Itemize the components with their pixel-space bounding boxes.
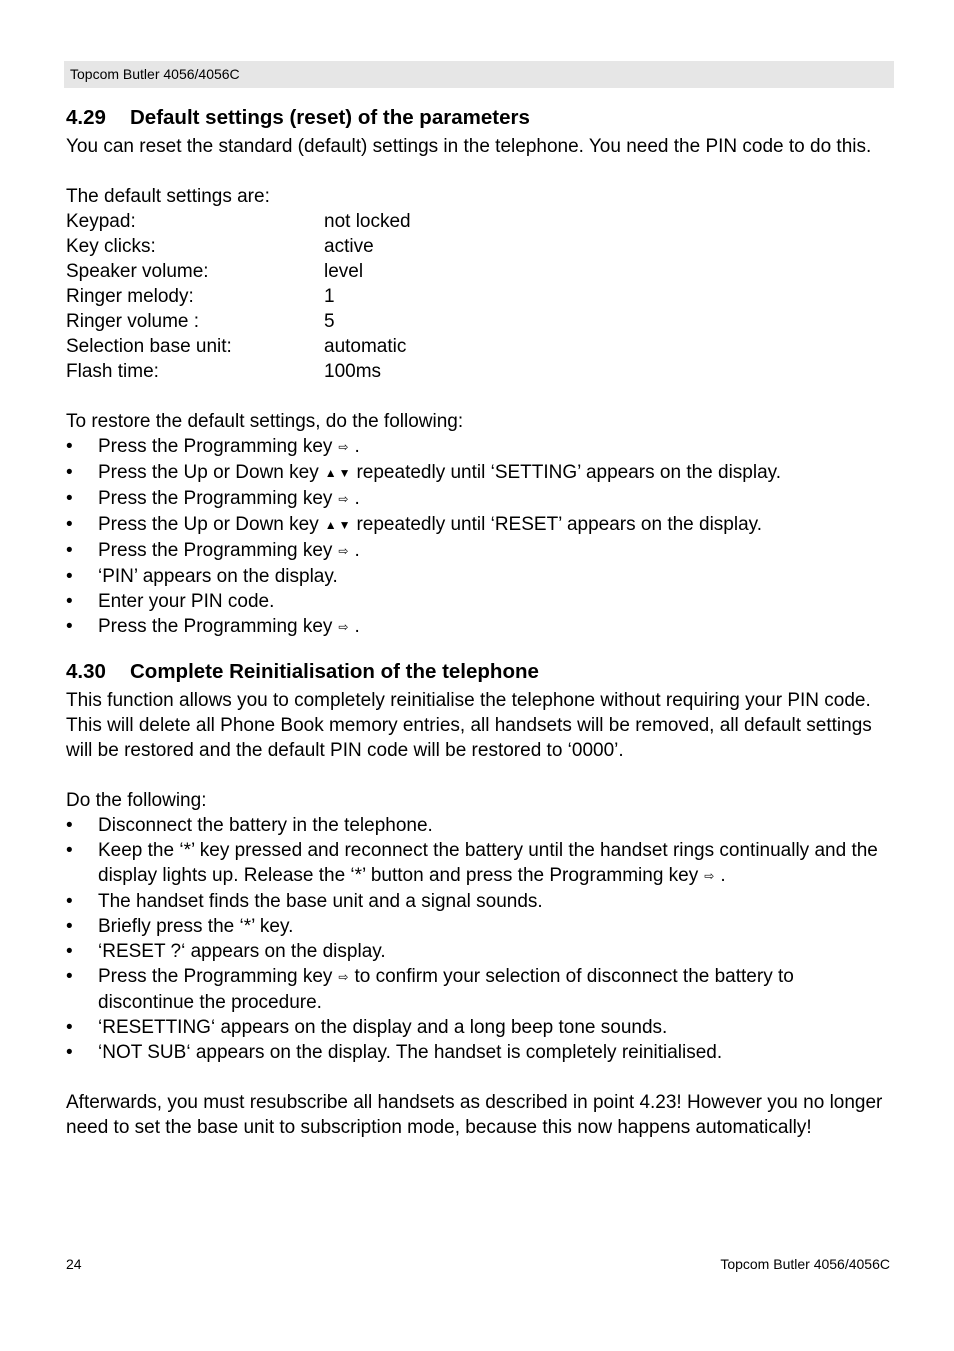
section-heading (66, 658, 892, 688)
bullet: • (66, 514, 73, 535)
section-heading (66, 104, 892, 134)
list-item (66, 614, 892, 640)
bullet: • (66, 966, 73, 987)
section-number: 4.30 (66, 660, 106, 683)
section-number: 4.29 (66, 106, 106, 129)
step-text: Disconnect the battery in the telephone. (98, 815, 433, 836)
list-item (66, 512, 892, 538)
bullet: • (66, 566, 73, 587)
list-item (66, 460, 892, 486)
step-text: Keep the ‘*’ key pressed and reconnect the battery until the handset rings continually and the display lights up. Release the ‘*’ button and press the Programming key (98, 840, 878, 886)
step-text: ‘RESETTING‘ appears on the display and a long beep tone sounds. (98, 1017, 668, 1038)
up-down-arrow-icon: ▲▼ (324, 466, 353, 480)
programming-key-icon: ⇨ (338, 440, 349, 454)
bullet: • (66, 540, 73, 561)
list-item (66, 813, 892, 838)
step-text: Press the Up or Down key (98, 514, 319, 535)
step-text-end: repeatedly until ‘RESET’ appears on the display. (356, 514, 763, 535)
programming-key-icon: ⇨ (338, 970, 349, 984)
setting-key: Key clicks: (66, 236, 156, 257)
bullet: • (66, 591, 73, 612)
setting-key: Speaker volume: (66, 261, 209, 282)
section-title: Default settings (reset) of the parameters (130, 106, 530, 129)
list-item (66, 914, 892, 939)
list-item (66, 939, 892, 964)
step-text: Press the Programming key (98, 488, 333, 509)
afterwards-note: Afterwards, you must resubscribe all handsets as described in point 4.23! However you no longer need to set the base unit to subscription mode, because this now happens automatically! (66, 1092, 883, 1138)
list-item (66, 538, 892, 564)
section-title: Complete Reinitialisation of the telephone (130, 660, 539, 683)
bullet: • (66, 1017, 73, 1038)
setting-row (66, 209, 892, 234)
step-text-end: repeatedly until ‘SETTING’ appears on the display. (356, 462, 782, 483)
bullet: • (66, 916, 73, 937)
list-item (66, 838, 892, 889)
bullet: • (66, 840, 73, 861)
step-text: Press the Programming key (98, 436, 333, 457)
bullet: • (66, 1042, 73, 1063)
step-text: The handset finds the base unit and a signal sounds. (98, 891, 543, 912)
default-settings-list (66, 209, 892, 384)
page-content (66, 104, 892, 1140)
reinit-steps (66, 813, 892, 1065)
section-intro: You can reset the standard (default) settings in the telephone. You need the PIN code to do this. (66, 136, 872, 157)
programming-key-icon: ⇨ (338, 620, 349, 634)
step-text: ‘PIN’ appears on the display. (98, 566, 338, 587)
programming-key-icon: ⇨ (338, 492, 349, 506)
step-text-end: . (720, 865, 726, 886)
bullet: • (66, 488, 73, 509)
list-item (66, 964, 892, 1015)
step-text: ‘NOT SUB‘ appears on the display. The handset is completely reinitialised. (98, 1042, 723, 1063)
bullet: • (66, 891, 73, 912)
do-intro: Do the following: (66, 790, 207, 811)
step-text-end: . (354, 540, 360, 561)
setting-row (66, 284, 892, 309)
list-item (66, 1040, 892, 1065)
setting-value: active (324, 236, 374, 257)
step-text: ‘RESET ?‘ appears on the display. (98, 941, 386, 962)
step-text-end: to confirm your selection of disconnect the battery to discontinue the procedure. (98, 966, 794, 1013)
step-text: Press the Programming key (98, 966, 333, 987)
setting-row (66, 359, 892, 384)
restore-intro: To restore the default settings, do the following: (66, 411, 464, 432)
setting-value: 1 (324, 286, 335, 307)
bullet: • (66, 616, 73, 637)
step-text: Press the Programming key (98, 540, 333, 561)
bullet: • (66, 815, 73, 836)
setting-key: Ringer melody: (66, 286, 194, 307)
running-header (64, 61, 894, 88)
setting-key: Keypad: (66, 211, 136, 232)
setting-row (66, 309, 892, 334)
setting-row (66, 259, 892, 284)
step-text-end: . (354, 616, 360, 637)
bullet: • (66, 436, 73, 457)
step-text: Press the Programming key (98, 616, 333, 637)
step-text: Enter your PIN code. (98, 591, 275, 612)
step-text: Briefly press the ‘*’ key. (98, 916, 294, 937)
list-item (66, 564, 892, 589)
setting-key: Flash time: (66, 361, 159, 382)
settings-intro: The default settings are: (66, 186, 270, 207)
step-text: Press the Up or Down key (98, 462, 319, 483)
list-item (66, 1015, 892, 1040)
footer-title: Topcom Butler 4056/4056C (720, 1256, 890, 1272)
setting-value: not locked (324, 211, 411, 232)
programming-key-icon: ⇨ (704, 869, 715, 883)
programming-key-icon: ⇨ (338, 544, 349, 558)
setting-key: Selection base unit: (66, 336, 232, 357)
step-text-end: . (354, 436, 360, 457)
setting-value: automatic (324, 336, 407, 357)
list-item (66, 486, 892, 512)
setting-value: 5 (324, 311, 335, 332)
bullet: • (66, 941, 73, 962)
page-number: 24 (66, 1256, 82, 1272)
step-text-end: . (354, 488, 360, 509)
list-item (66, 434, 892, 460)
setting-row (66, 334, 892, 359)
setting-value: level (324, 261, 364, 282)
list-item (66, 889, 892, 914)
section-intro: This function allows you to completely reinitialise the telephone without requiring your PIN code. This will delete all Phone Book memory entries, all handsets will be removed, all default settings will be restored and the default PIN code will be restored to ‘0000’. (66, 690, 872, 761)
up-down-arrow-icon: ▲▼ (324, 518, 353, 532)
restore-steps (66, 434, 892, 640)
list-item (66, 589, 892, 614)
setting-row (66, 234, 892, 259)
header-title: Topcom Butler 4056/4056C (70, 66, 240, 82)
setting-key: Ringer volume : (66, 311, 200, 332)
setting-value: 100ms (324, 361, 382, 382)
bullet: • (66, 462, 73, 483)
